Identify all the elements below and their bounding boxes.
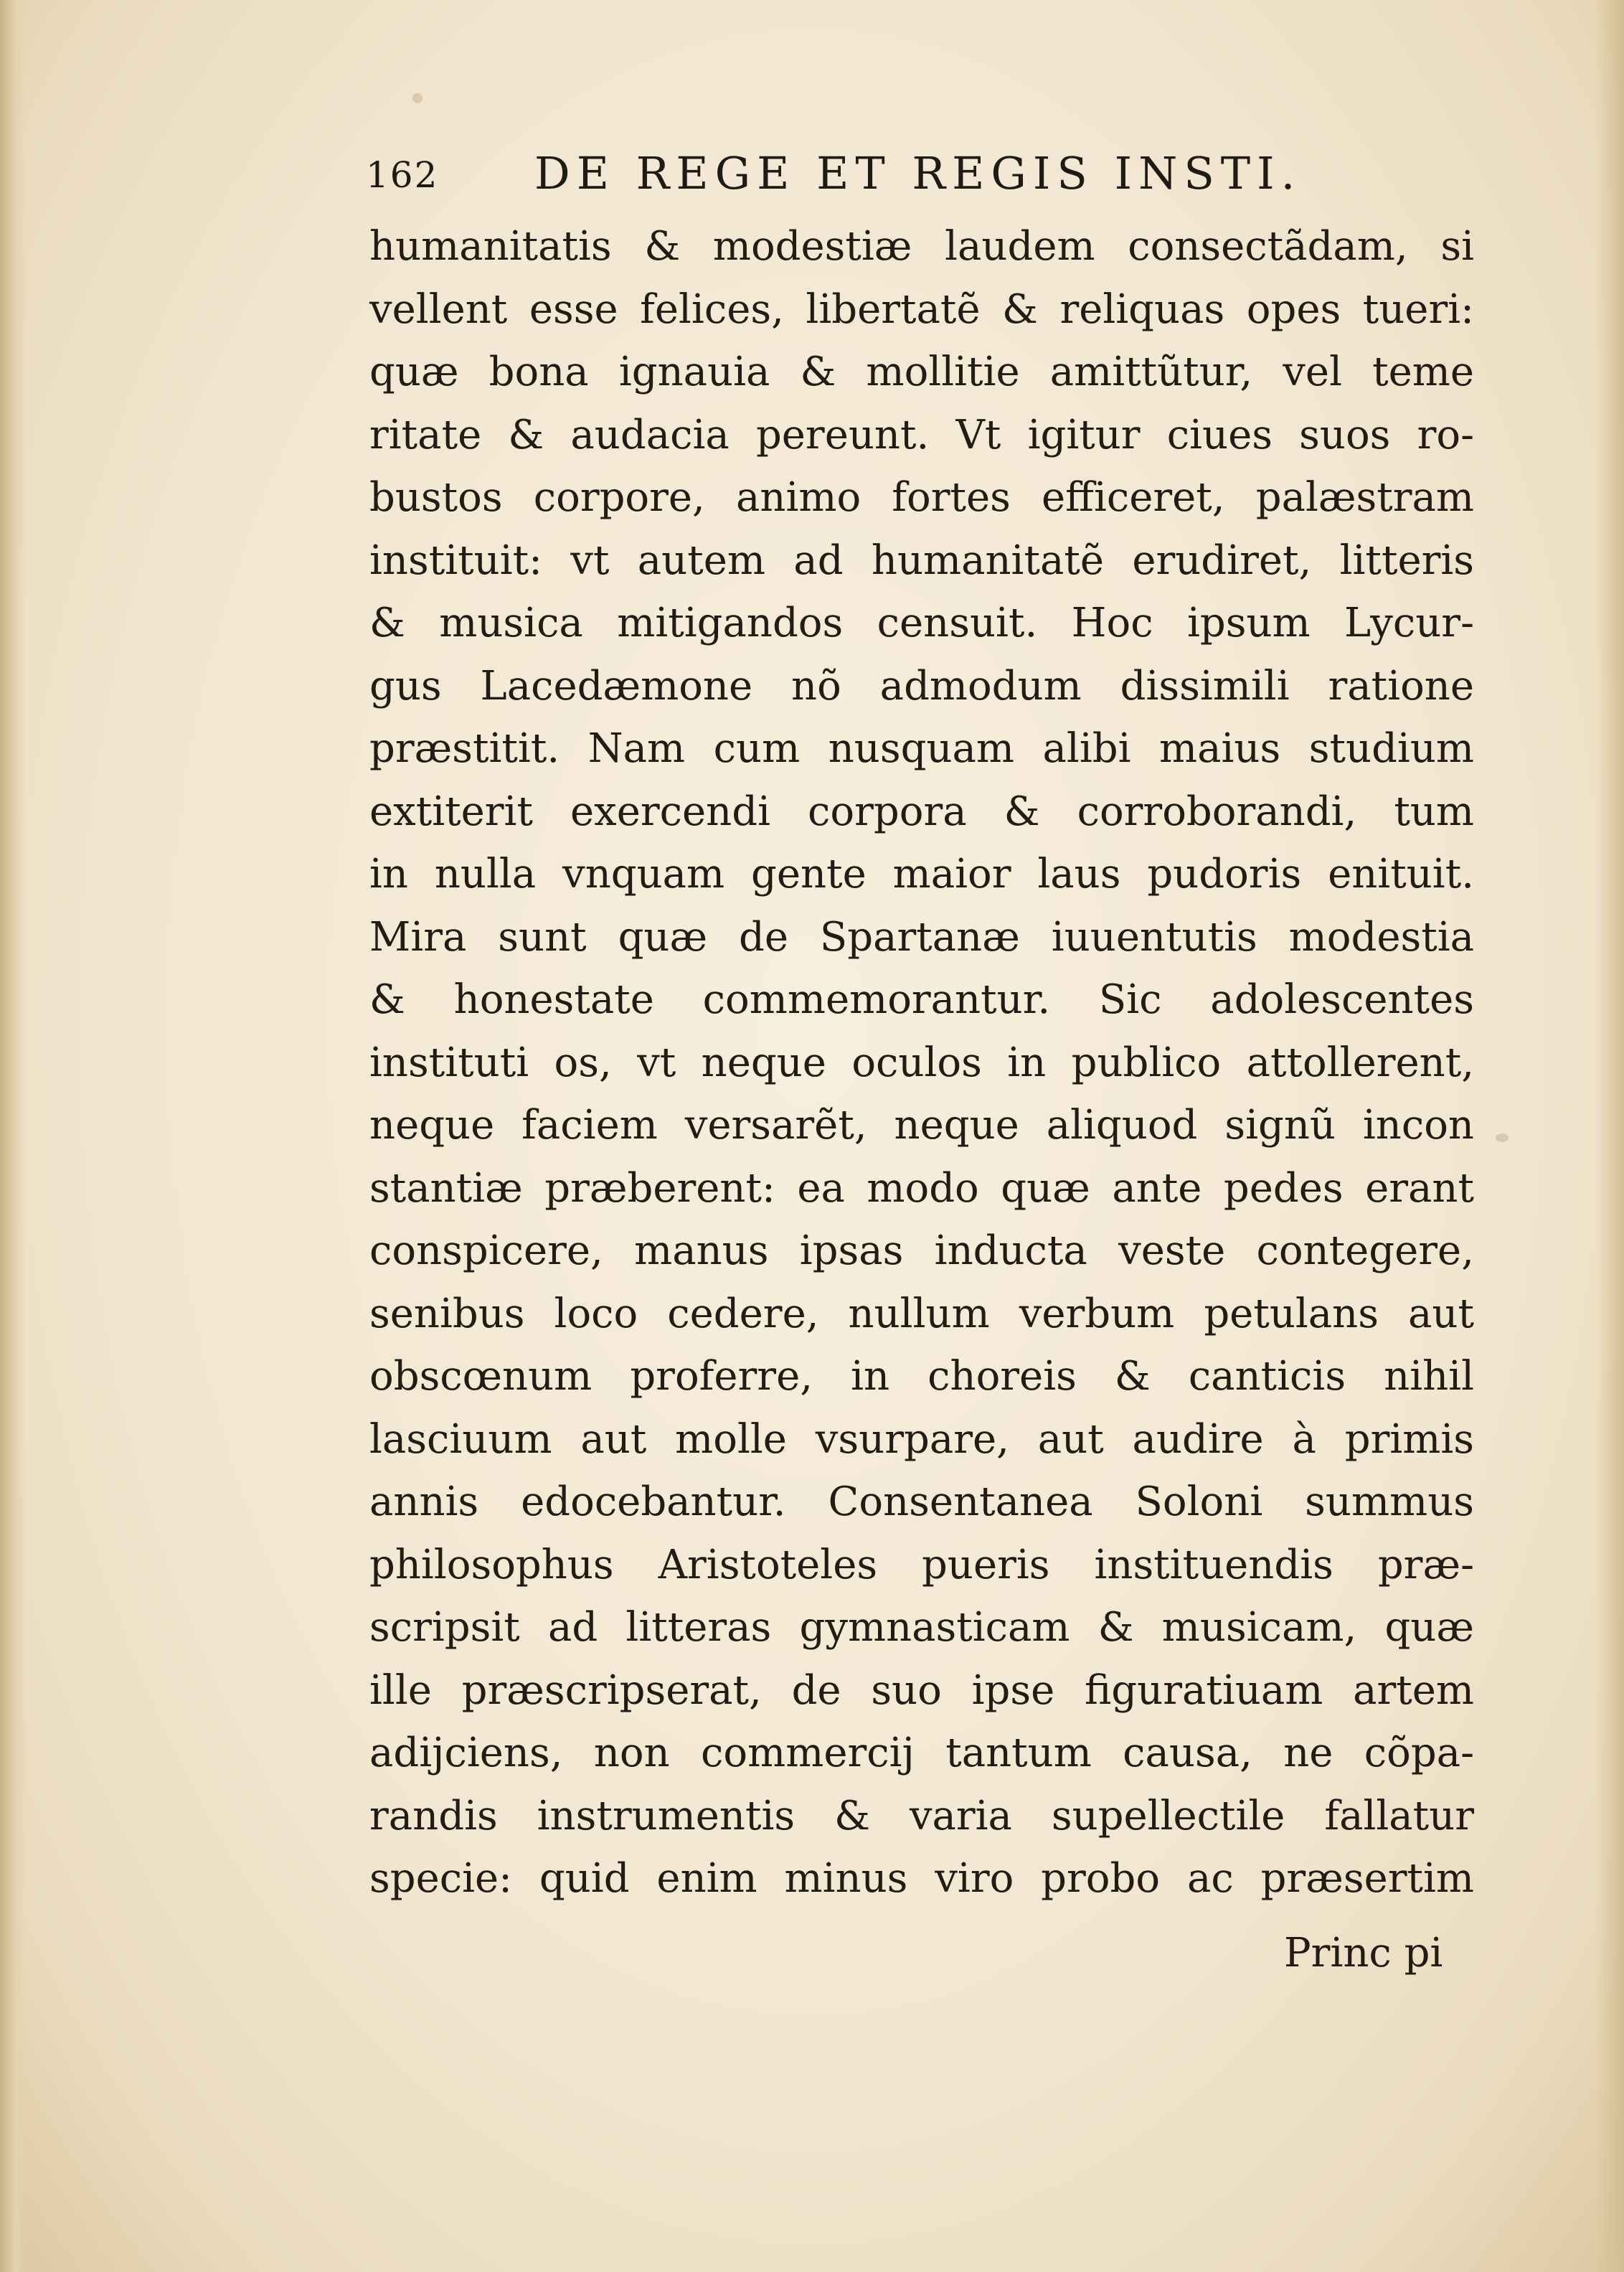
text-line: scripsit ad litteras gymnasticam & musicam, quæ xyxy=(369,1604,1474,1651)
text-line: philosophus Aristoteles pueris instituendis præ- xyxy=(369,1541,1474,1588)
catchword: Princ pi xyxy=(1284,1930,1443,1976)
text-line: & musica mitigandos censuit. Hoc ipsum Lycur- xyxy=(369,600,1474,646)
paper-stain xyxy=(1496,1133,1509,1142)
text-line: senibus loco cedere, nullum verbum petulans aut xyxy=(369,1290,1474,1337)
text-line: ritate & audacia pereunt. Vt igitur ciues suos ro- xyxy=(369,411,1474,458)
paper-stain xyxy=(412,93,422,103)
page-number: 162 xyxy=(366,154,439,196)
text-line: in nulla vnquam gente maior laus pudoris enituit. xyxy=(369,851,1474,897)
gutter-shadow xyxy=(0,0,26,2272)
text-line: bustos corpore, animo fortes efficeret, palæstram xyxy=(369,474,1474,521)
page-edge-shadow xyxy=(1595,0,1624,2272)
text-line: neque faciem versarẽt, neque aliquod signũ incon xyxy=(369,1102,1474,1149)
text-line: conspicere, manus ipsas inducta veste contegere, xyxy=(369,1227,1474,1274)
text-line: annis edocebantur. Consentanea Soloni summus xyxy=(369,1479,1474,1525)
text-line: præstitit. Nam cum nusquam alibi maius studium xyxy=(369,725,1474,772)
text-line: stantiæ præberent: ea modo quæ ante pedes erant xyxy=(369,1164,1474,1212)
text-line: randis instrumentis & varia supellectile fallatur xyxy=(369,1792,1474,1839)
running-head xyxy=(366,147,1356,204)
text-line: humanitatis & modestiæ laudem consectãdam, si xyxy=(369,223,1474,270)
text-line: instituit: vt autem ad humanitatẽ erudiret, litteris xyxy=(369,537,1474,584)
text-line: specie: quid enim minus viro probo ac præsertim xyxy=(369,1855,1474,1902)
text-line: instituti os, vt neque oculos in publico attollerent, xyxy=(369,1039,1474,1086)
text-line: ille præscripserat, de suo ipse figuratiuam artem xyxy=(369,1667,1474,1714)
running-title: DE REGE ET REGIS INSTI. xyxy=(534,147,1302,199)
text-block xyxy=(369,215,1474,1910)
text-line: vellent esse felices, libertatẽ & reliquas opes tueri: xyxy=(369,286,1474,333)
text-line: quæ bona ignauia & mollitie amittũtur, vel teme xyxy=(369,349,1474,395)
text-line: gus Lacedæmone nõ admodum dissimili ratione xyxy=(369,662,1474,710)
text-line: extiterit exercendi corpora & corroborandi, tum xyxy=(369,788,1474,835)
text-line: Mira sunt quæ de Spartanæ iuuentutis modestia xyxy=(369,913,1474,961)
text-line: & honestate commemorantur. Sic adolescentes xyxy=(369,976,1474,1023)
text-line: adijciens, non commercij tantum causa, ne cõpa- xyxy=(369,1730,1474,1776)
text-line: lasciuum aut molle vsurpare, aut audire à primis xyxy=(369,1415,1474,1463)
text-line: obscœnum proferre, in choreis & canticis nihil xyxy=(369,1353,1474,1400)
